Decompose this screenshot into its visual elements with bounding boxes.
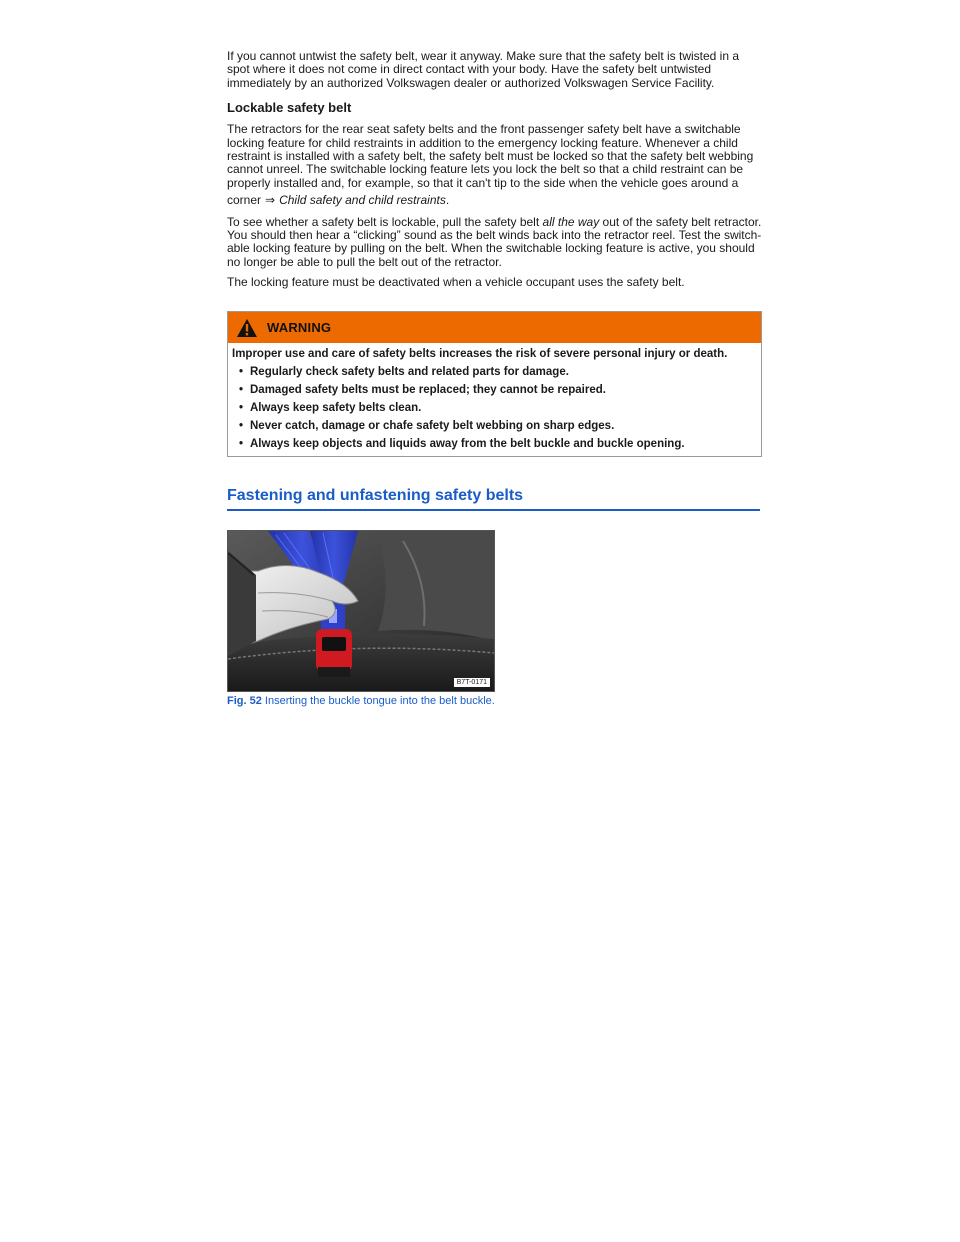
cross-reference-arrow-icon: ⇒ [265,193,276,208]
warning-item [232,383,757,397]
warning-item [232,401,757,415]
lock-test-text-1: To see whether a safety belt is lockable, pull the safety belt [227,214,543,229]
paragraph-untwist: If you cannot untwist the safety belt, wear it anyway. Make sure that the safety belt is twisted in a spot where it does not come in direct contact with your body. Have the safety belt untwisted immediately by an authorized Volkswagen dealer or authorized Volkswagen Service Facility. [227,49,740,90]
warning-item [232,419,757,433]
warning-header [228,312,761,343]
figure-buckle-illustration [227,530,495,692]
bullet-icon: • [238,366,244,378]
bullet-icon: • [238,402,244,414]
buckle-illustration-image [228,531,494,691]
bullet-icon: • [238,420,244,432]
corner-word: corner [227,193,262,208]
lock-test-text-2: out of the safety belt retractor. You should then hear a “clicking” sound as the belt winds back into the retractor reel. Test the switch-able locking feature by pulling on the belt. When the switchable locking feature is active, you should no longer be able to pull the belt out of the retractor. [227,214,762,269]
warning-item-text: Always keep safety belts clean. [250,402,422,414]
warning-list [232,365,757,451]
paragraph-lockable-intro: The retractors for the rear seat safety belts and the front passenger safety belt have a switchable locking feature for child restraints in addition to the emergency locking feature. Whenever a child restraint is installed with a safety belt, the safety belt must be locked so that the safety belt webbing cannot unreel. The switchable locking feature lets you lock the belt so that a child restraint can be properly installed and, for example, so that it can't tip to the side when the vehicle goes around a [227,122,754,190]
corner-period: . [445,193,450,208]
figure-number: Fig. 52 [227,695,262,707]
warning-item-text: Damaged safety belts must be replaced; they cannot be repaired. [250,384,606,396]
figure-caption-text: Inserting the buckle tongue into the belt buckle. [261,695,495,707]
warning-intro: Improper use and care of safety belts increases the risk of severe personal injury or death. [232,348,728,360]
warning-triangle-icon [236,318,258,338]
paragraph-corner [227,194,763,207]
heading-lockable-belt: Lockable safety belt [227,100,352,116]
warning-item-text: Regularly check safety belts and related parts for damage. [250,366,569,378]
paragraph-lock-test [227,216,763,270]
cross-reference-link[interactable]: Child safety and child restraints [279,193,446,208]
paragraph-deactivate: The locking feature must be deactivated when a vehicle occupant uses the safety belt. [227,275,685,290]
bullet-icon: • [238,438,244,450]
manual-page [227,49,763,707]
figure-code: B7T-0171 [454,678,490,687]
warning-item [232,365,757,379]
warning-item-text: Never catch, damage or chafe safety belt webbing on sharp edges. [250,420,615,432]
figure-caption [227,695,495,707]
warning-box [227,311,762,457]
warning-item [232,437,757,451]
warning-title: WARNING [267,320,332,335]
warning-item-text: Always keep objects and liquids away from the belt buckle and buckle opening. [250,438,685,450]
lock-test-emphasis: all the way [542,214,600,229]
section-heading-fastening: Fastening and unfastening safety belts [227,487,760,511]
bullet-icon: • [238,384,244,396]
warning-body [228,343,761,456]
